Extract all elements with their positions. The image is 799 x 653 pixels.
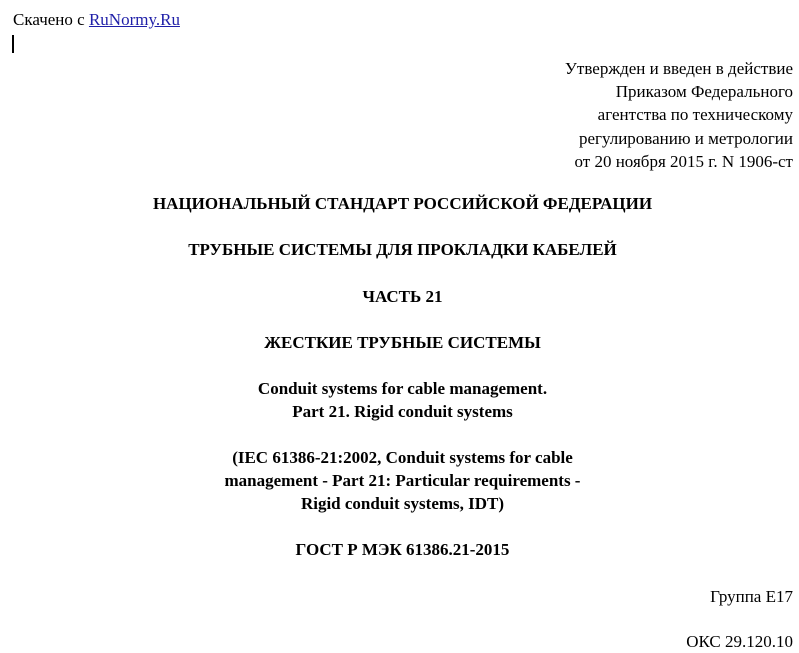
iec-reference [0, 446, 799, 515]
runormy-link[interactable]: RuNormy.Ru [88, 10, 180, 29]
approval-line: от 20 ноября 2015 г. N 1906-ст [574, 151, 793, 171]
download-source-prefix: Скачено с [13, 10, 85, 29]
approval-line: Утвержден и введен в действие [564, 59, 793, 78]
approval-line: Приказом Федерального [615, 82, 793, 102]
approval-line: агентства по техническому [597, 105, 793, 125]
iec-reference-line: management - Part 21: Particular requirements - [224, 471, 581, 490]
part-number: ЧАСТЬ 21 [362, 287, 443, 306]
standard-designation: ГОСТ Р МЭК 61386.21-2015 [295, 540, 510, 559]
approval-block [565, 57, 793, 173]
standard-name-en [0, 377, 799, 423]
group-code: Группа Е17 [710, 587, 793, 606]
iec-reference-line: (IEC 61386-21:2002, Conduit systems for cable [232, 448, 573, 467]
download-source-line [13, 9, 180, 31]
standard-type-heading: НАЦИОНАЛЬНЫЙ СТАНДАРТ РОССИЙСКОЙ ФЕДЕРАЦИИ [152, 194, 653, 213]
iec-reference-line: Rigid conduit systems, IDT) [300, 494, 505, 513]
approval-line: регулированию и метрологии [578, 128, 793, 148]
text-cursor [12, 35, 14, 53]
oks-code: ОКС 29.120.10 [686, 632, 793, 651]
standard-name-en-line: Conduit systems for cable management. [257, 379, 548, 398]
standard-name-ru: ТРУБНЫЕ СИСТЕМЫ ДЛЯ ПРОКЛАДКИ КАБЕЛЕЙ [188, 240, 617, 259]
standard-subtitle-ru: ЖЕСТКИЕ ТРУБНЫЕ СИСТЕМЫ [264, 333, 541, 352]
standard-name-en-line: Part 21. Rigid conduit systems [292, 402, 513, 421]
